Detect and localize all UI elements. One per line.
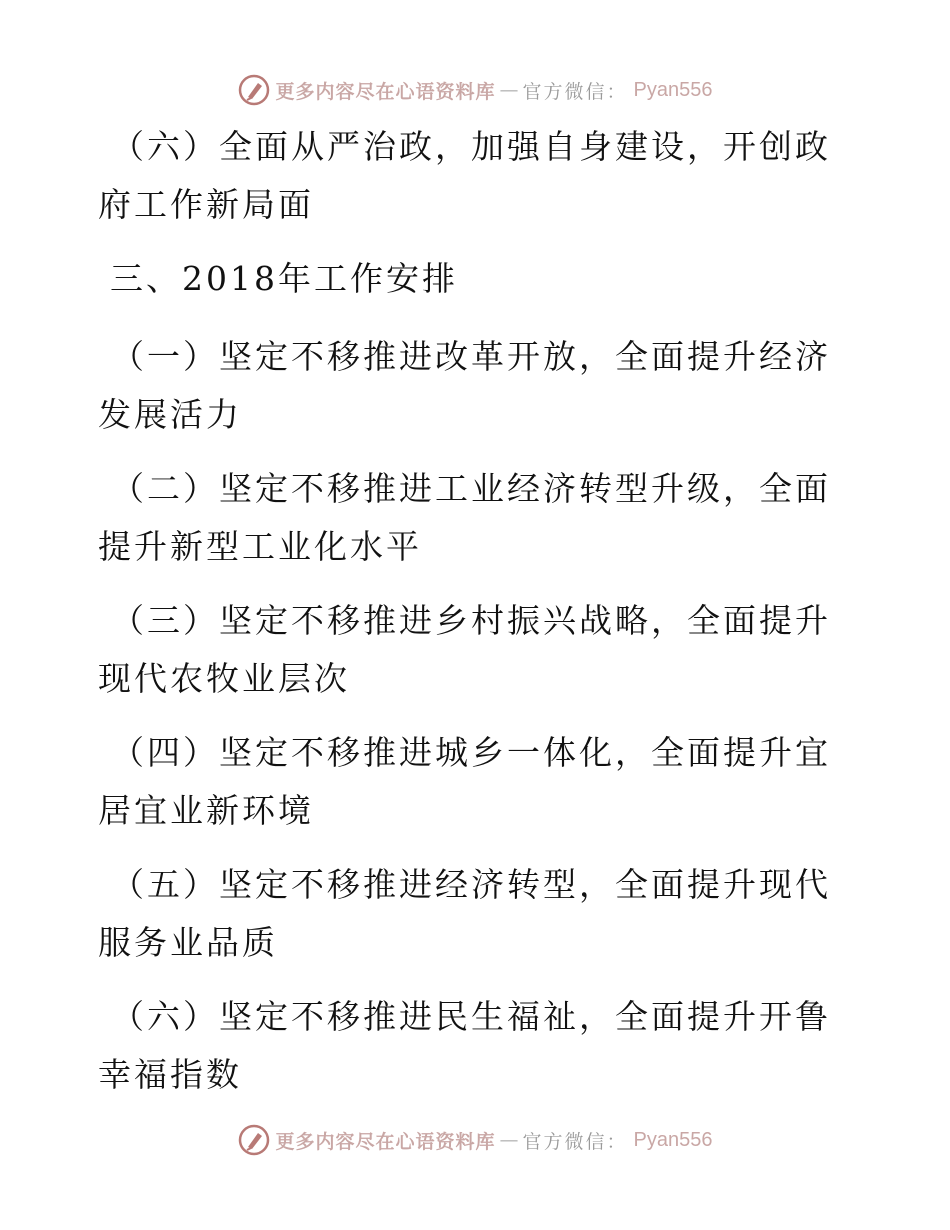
- watermark-dash: —: [499, 1129, 519, 1151]
- watermark-wechat-label: 官方微信：: [522, 80, 628, 103]
- paragraph-item-2: （二）坚定不移推进工业经济转型升级，全面提升新型工业化水平: [98, 469, 831, 566]
- section-heading-2018-plan: 三、2018年工作安排: [110, 259, 458, 298]
- watermark-wechat-id: Pyan556: [633, 1128, 713, 1151]
- paragraph-item-3: （三）坚定不移推进乡村振兴战略，全面提升现代农牧业层次: [98, 601, 831, 698]
- document-body: [98, 118, 838, 1120]
- paragraph-item-6: （六）坚定不移推进民生福祉，全面提升开鲁幸福指数: [98, 997, 831, 1094]
- quill-pen-logo-icon: [238, 1124, 270, 1156]
- paragraph-item-1: （一）坚定不移推进改革开放，全面提升经济发展活力: [98, 337, 831, 434]
- paragraph-item-5: （五）坚定不移推进经济转型，全面提升现代服务业品质: [98, 865, 831, 962]
- watermark-wechat-id: Pyan556: [633, 78, 713, 101]
- watermark-dash: —: [499, 79, 519, 101]
- footer-watermark: [0, 1120, 950, 1160]
- paragraph-section-6: （六）全面从严治政，加强自身建设，开创政府工作新局面: [98, 127, 831, 224]
- watermark-main-text: 更多内容尽在心语资料库: [275, 80, 496, 103]
- quill-pen-logo-icon: [238, 74, 270, 106]
- watermark-main-text: 更多内容尽在心语资料库: [275, 1130, 496, 1153]
- paragraph-item-4: （四）坚定不移推进城乡一体化，全面提升宜居宜业新环境: [98, 733, 831, 830]
- header-watermark: [0, 70, 950, 110]
- watermark-wechat-label: 官方微信：: [522, 1130, 628, 1153]
